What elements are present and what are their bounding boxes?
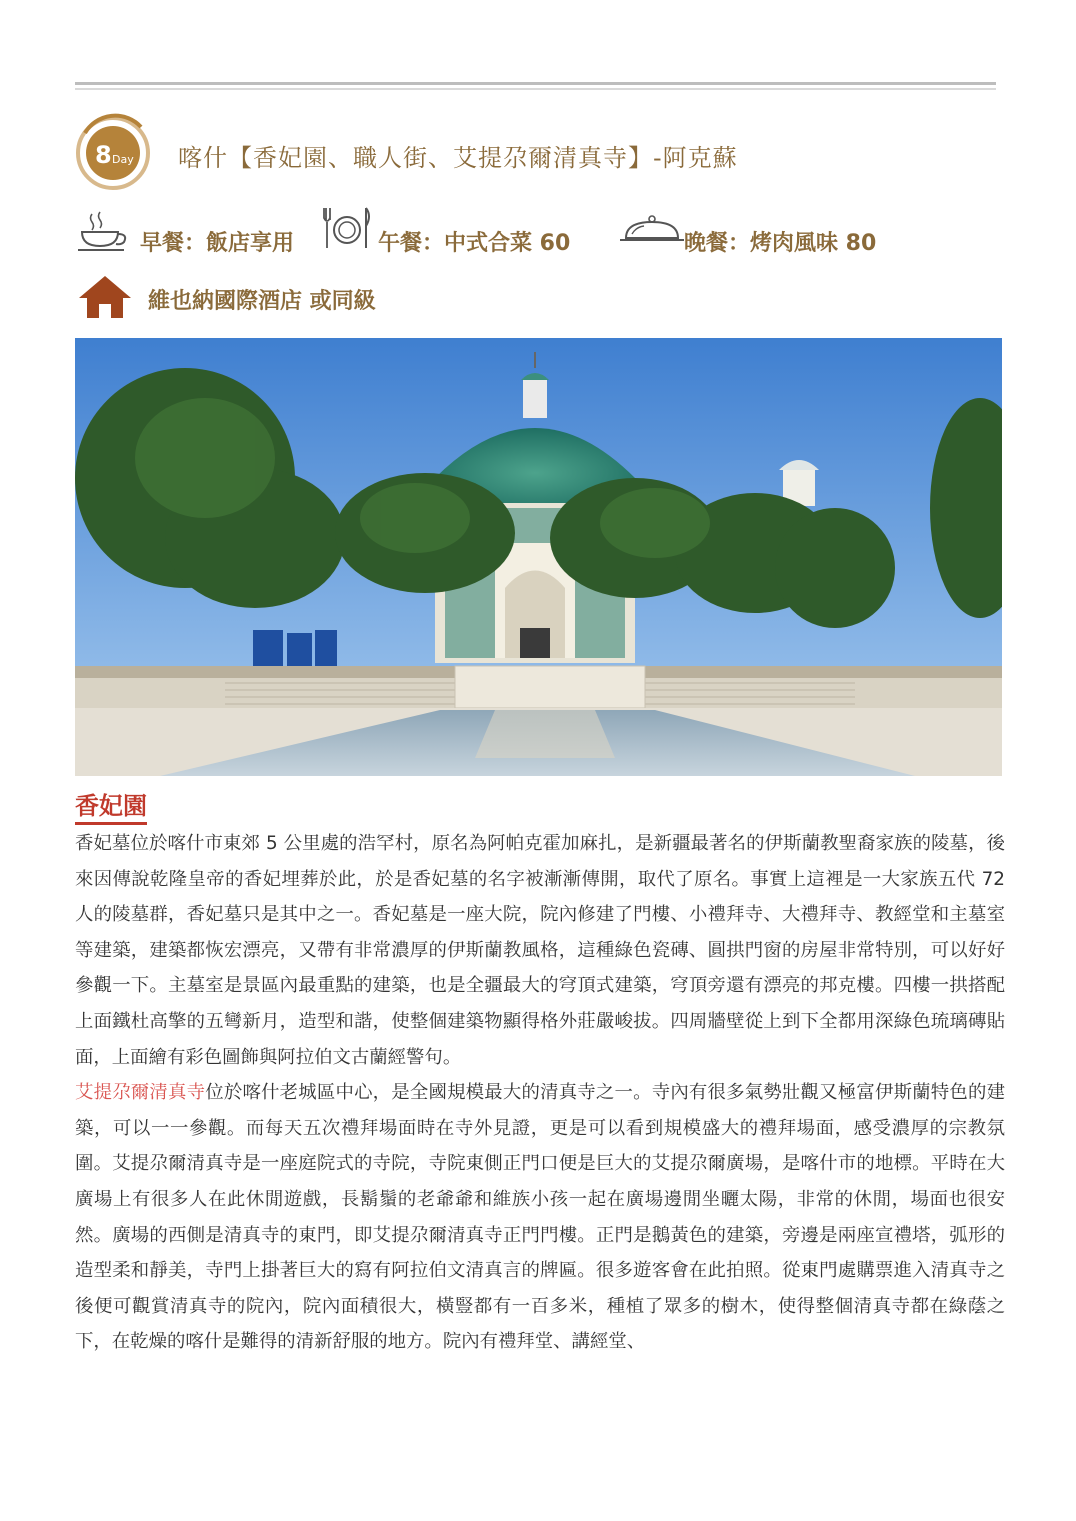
breakfast-text: 早餐：飯店享用 xyxy=(140,231,295,256)
body-text xyxy=(75,826,1005,1360)
plate-cutlery-icon xyxy=(322,204,372,254)
top-rule xyxy=(75,82,996,85)
hotel-text: 維也納國際酒店 或同級 xyxy=(148,289,376,314)
teacup-icon xyxy=(78,210,132,254)
paragraph-xiangfei: 香妃墓位於喀什市東郊 5 公里處的浩罕村，原名為阿帕克霍加麻扎，是新疆最著名的伊斯蘭教聖裔家族的陵墓，後來因傳說乾隆皇帝的香妃埋葬於此，於是香妃墓的名字被漸漸傳開，取代了原名。事實上這裡是一大家族五代 72 人的陵墓群，香妃墓只是其中之一。香妃墓是一座大院，院內修建了門樓、小禮拜寺、大禮拜寺、教經堂和主墓室等建築，建築都恢宏漂亮，又帶有非常濃厚的伊斯蘭教風格，這種綠色瓷磚、圓拱門窗的房屋非常特別，可以好好參觀一下。主墓室是景區內最重點的建築，也是全疆最大的穹頂式建築，穹頂旁還有漂亮的邦克樓。四樓一拱搭配上面鐵杜高擎的五彎新月，造型和諧，使整個建築物顯得格外莊嚴峻拔。四周牆壁從上到下全都用深綠色琉璃磚貼面，上面繪有彩色圖飾與阿拉伯文古蘭經警句。 xyxy=(75,833,1005,1068)
lunch-text: 午餐：中式合菜 60 xyxy=(378,231,571,256)
dinner-text: 晚餐：烤肉風味 80 xyxy=(684,231,877,256)
meals-row xyxy=(78,204,1018,264)
day-number: 8 xyxy=(95,141,112,169)
day-title: 喀什【香妃園、職人街、艾提尕爾清真寺】-阿克蘇 xyxy=(178,144,738,172)
idkah-mosque-link: 艾提尕爾清真寺 xyxy=(75,1082,206,1104)
paragraph-idkah xyxy=(75,1075,1005,1360)
top-rule-thin xyxy=(75,88,996,90)
day-badge-icon xyxy=(75,113,159,193)
paragraph-idkah-text: 位於喀什老城區中心，是全國規模最大的清真寺之一。寺內有很多氣勢壯觀又極富伊斯蘭特色的建築，可以一一參觀。而每天五次禮拜場面時在寺外見證，更是可以看到規模盛大的禮拜場面，感受濃厚的宗教氛圍。艾提尕爾清真寺是一座庭院式的寺院，寺院東側正門口便是巨大的艾提尕爾廣場，是喀什市的地標。平時在大廣場上有很多人在此休閒遊戲，長鬍鬚的老爺爺和維族小孩一起在廣場邊閒坐曬太陽，非常的休閒，場面也很安然。廣場的西側是清真寺的東門，即艾提尕爾清真寺正門門樓。正門是鵝黃色的建築，旁邊是兩座宣禮塔，弧形的造型柔和靜美，寺門上掛著巨大的寫有阿拉伯文清真言的牌匾。很多遊客會在此拍照。從東門處購票進入清真寺之後便可觀賞清真寺的院內，院內面積很大，橫豎都有一百多米，種植了眾多的樹木，使得整個清真寺都在綠蔭之下，在乾燥的喀什是難得的清新舒服的地方。院內有禮拜堂、講經堂、 xyxy=(75,1082,1005,1353)
day-suffix: Day xyxy=(112,153,134,166)
house-icon xyxy=(78,274,132,320)
mausoleum-photo xyxy=(75,338,1002,776)
cloche-icon xyxy=(618,214,686,248)
section-title: 香妃園 xyxy=(75,786,147,825)
